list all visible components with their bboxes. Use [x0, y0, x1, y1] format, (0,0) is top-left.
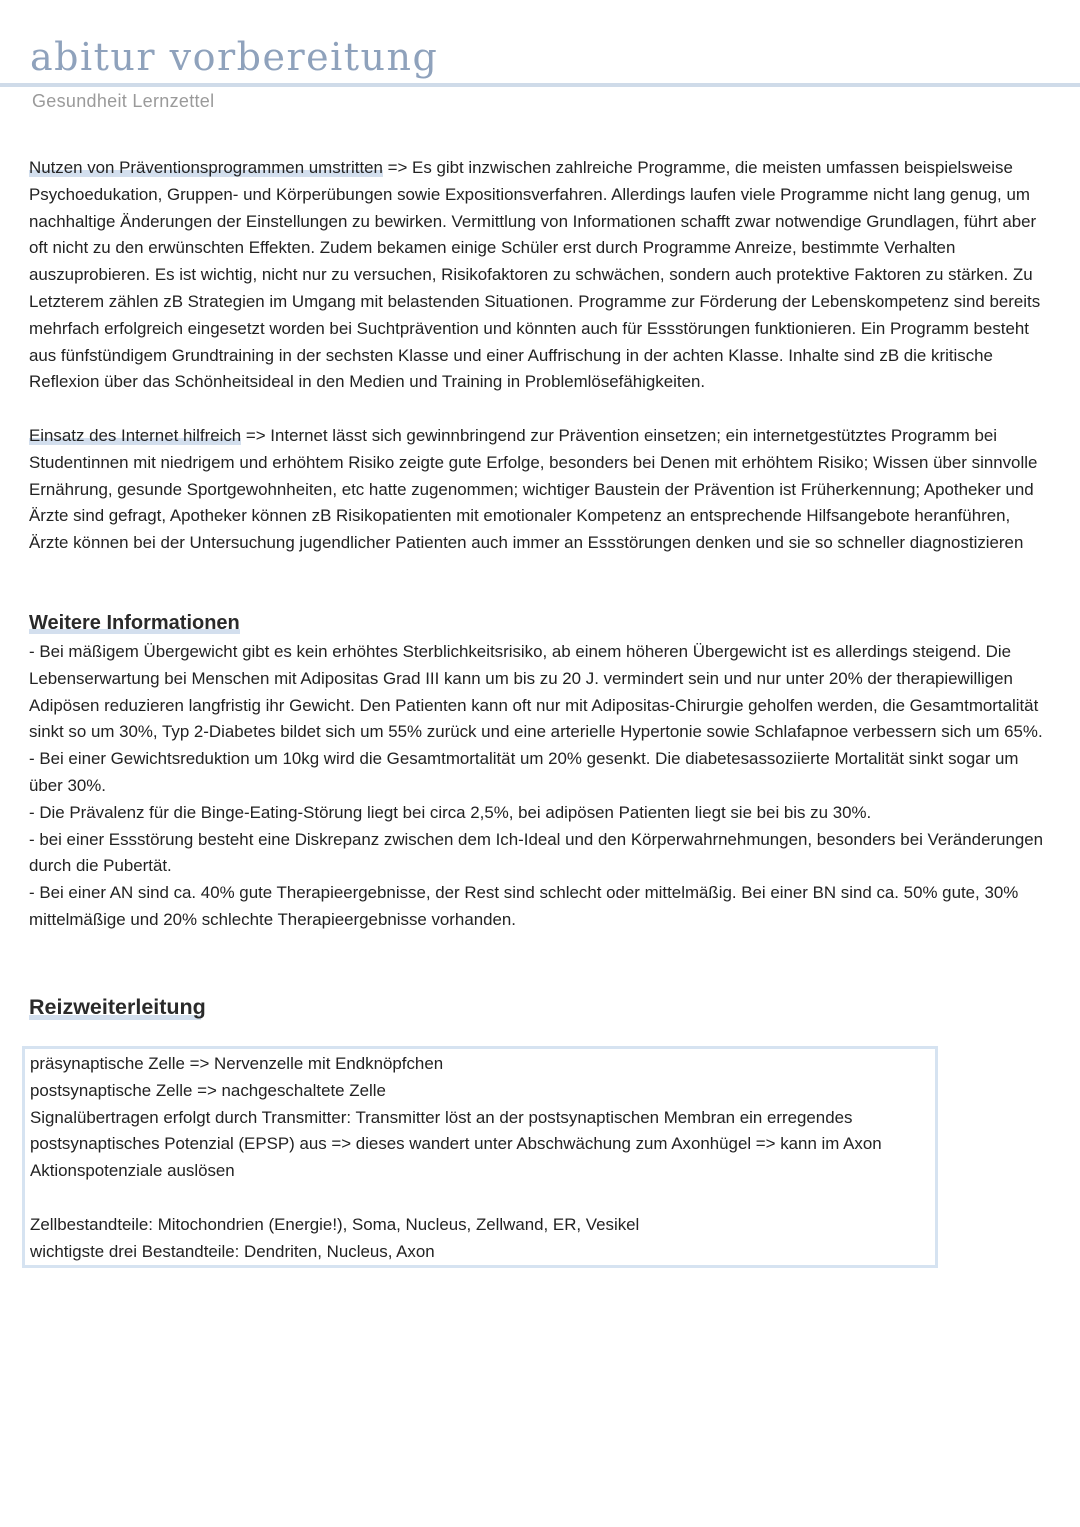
- weitere-heading: Weitere Informationen: [29, 612, 240, 634]
- reiz-line: Zellbestandteile: Mitochondrien (Energie!), Soma, Nucleus, Zellwand, ER, Vesikel: [30, 1214, 640, 1234]
- reiz-line: präsynaptische Zelle => Nervenzelle mit Endknöpfchen: [30, 1054, 444, 1073]
- paragraph-praevention-body: => Es gibt inzwischen zahlreiche Programme, die meisten umfassen beispielsweise Psychoedukation, Gruppen- und Körperübungen sowie Expositionsverfahren. Allerdings laufen viele Programme nicht lang genug, um nachhaltige Änderungen der Einstellungen zu bewirken. Vermittlung von Informationen schafft zwar notwendige Grundlagen, führt aber oft nicht zu den erwünschten Effekten. Zudem bekamen einige Schüler erst durch Programme Anreize, bestimmte Verhalten auszuprobieren. Es ist wichtig, nicht nur zu versuchen, Risikofaktoren zu schwächen, sondern auch protektive Faktoren zu stärken. Zu Letzterem zählen zB Strategien im Umgang mit belastenden Situationen. Programme zur Förderung der Lebenskompetenz sind bereits mehrfach erfolgreich eingesetzt worden bei Suchtprävention und könnten auch für Essstörungen funktionieren. Ein Programm besteht aus fünfstündigem Grundtraining in der sechsten Klasse und einer Auffrischung in der achten Klasse. Inhalte sind zB die kritische Reflexion über das Schönheitsideal in den Medien und Training in Problemlösefähigkeiten.: [29, 158, 1041, 392]
- reiz-line: Signalübertragen erfolgt durch Transmitter: Transmitter löst an der postsynaptischen Membran ein erregendes: [30, 1107, 853, 1127]
- page-title: abitur vorbereitung: [30, 35, 439, 79]
- paragraph-internet: [29, 423, 1054, 557]
- paragraph-praevention: [29, 155, 1054, 396]
- paragraph-internet-body: => Internet lässt sich gewinnbringend zur Prävention einsetzen; ein internetgestütztes Programm bei Studentinnen mit niedrigem und erhöhtem Risiko zeigte gute Erfolge, besonders bei Denen mit erhöhtem Risiko; Wissen über sinnvolle Ernährung, gesunde Sportgewohnheiten, etc hatte zugenommen; wichtiger Baustein der Prävention ist Früherkennung; Apotheker und Ärzte sind gefragt, Apotheker können zB Risikopatienten mit emotionaler Kompetenz an entsprechende Hilfsangebote heranführen, Ärzte können bei der Untersuchung jugendlicher Patienten auch immer an Essstörungen denken und sie so schneller diagnostizieren: [29, 426, 1038, 553]
- header-rule: [0, 83, 1080, 87]
- reiz-line-blank: [30, 1185, 935, 1212]
- paragraph-praevention-lead: Nutzen von Präventionsprogrammen umstritten: [29, 158, 383, 177]
- page-subtitle: Gesundheit Lernzettel: [32, 91, 215, 111]
- reiz-heading: Reizweiterleitung: [29, 995, 206, 1019]
- reiz-line: postsynaptische Zelle => nachgeschaltete Zelle: [30, 1080, 386, 1100]
- reiz-box: [22, 1046, 938, 1268]
- reiz-line: Aktionspotenziale auslösen: [30, 1161, 235, 1181]
- reiz-line: wichtigste drei Bestandteile: Dendriten, Nucleus, Axon: [30, 1241, 435, 1261]
- weitere-body: - Bei mäßigem Übergewicht gibt es kein erhöhtes Sterblichkeitsrisiko, ab einem höheren Übergewicht ist es allerdings steigend. Die Lebenserwartung bei Menschen mit Adipositas Grad III kann um bis zu 20 J. vermindert sein und nur unter 20% der therapiewilligen Adipösen reduzieren langfristig ihr Gewicht. Den Patienten kann oft nur mit Adipositas-Chirurgie geholfen werden, die Gesamtmortalität sinkt so um 30%, Typ 2-Diabetes bildet sich um 55% zurück und eine arterielle Hypertonie sowie Schlafapnoe verbessern sich um 65%. - Bei einer Gewichtsreduktion um 10kg wird die Gesamtmortalität um 20% gesenkt. Die diabetesassoziierte Mortalität sinkt sogar um über 30%. - Die Prävalenz für die Binge-Eating-Störung liegt bei circa 2,5%, bei adipösen Patienten liegt sie bei bis zu 30%. - bei einer Essstörung besteht eine Diskrepanz zwischen dem Ich-Ideal und den Körperwahrnehmungen, besonders bei Veränderungen durch die Pubertät. - Bei einer AN sind ca. 40% gute Therapieergebnisse, der Rest sind schlecht oder mittelmäßig. Bei einer BN sind ca. 50% gute, 30% mittelmäßige und 20% schlechte Therapieergebnisse vorhanden.: [29, 642, 1044, 929]
- paragraph-internet-lead: Einsatz des Internet hilfreich: [29, 426, 242, 445]
- reiz-box-content: [30, 1051, 935, 1265]
- reiz-line: postsynaptisches Potenzial (EPSP) aus => dieses wandert unter Abschwächung zum Axonhügel => kann im Axon: [30, 1134, 882, 1154]
